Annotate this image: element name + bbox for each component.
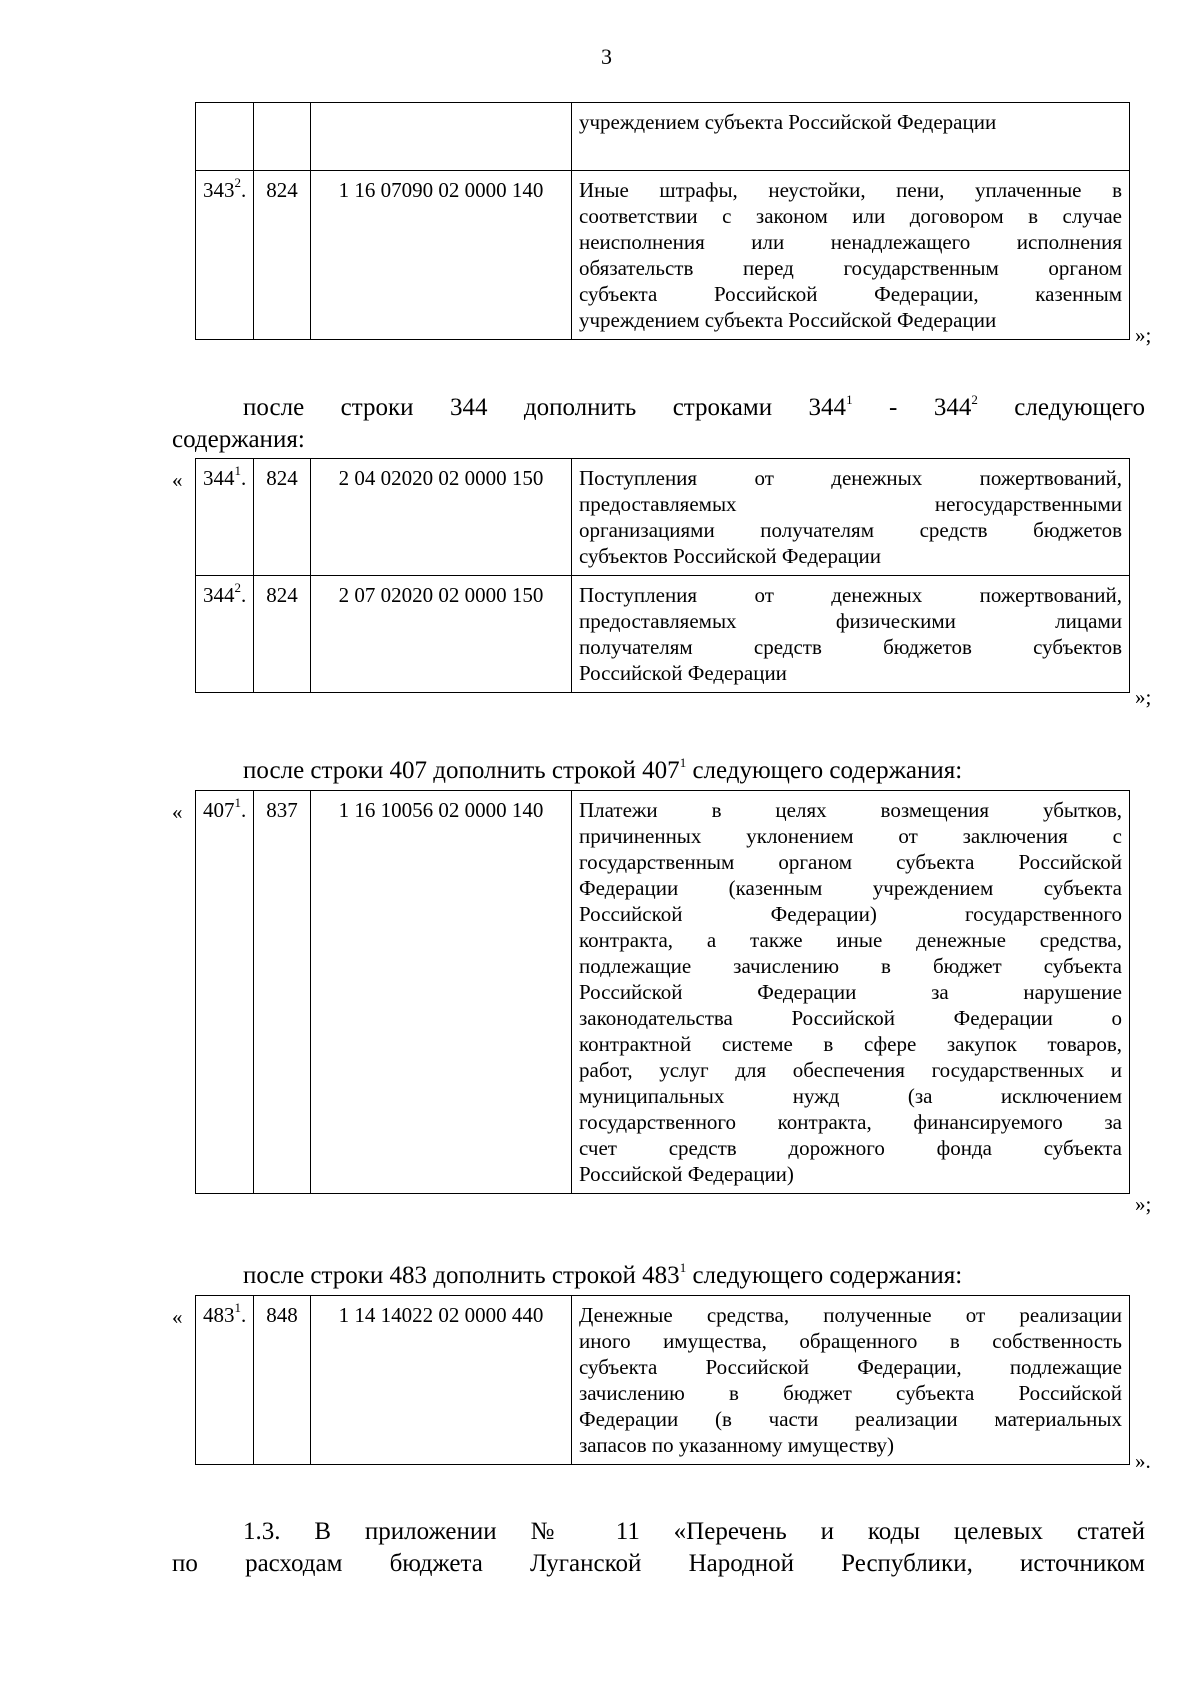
description-cell [572, 791, 1130, 1194]
admin-code-cell: 824 [254, 171, 311, 340]
table-row [196, 459, 1130, 576]
description-line: учреждением субъекта Российской Федерации [579, 110, 997, 134]
description-line: счет средств дорожного фонда субъекта [579, 1136, 1122, 1160]
table-row [196, 103, 1130, 171]
description-line: Российской Федерации) государственного [579, 902, 1122, 926]
opening-quote: « [172, 468, 183, 492]
closing-quote: »; [1135, 323, 1152, 347]
description-line: работ, услуг для обеспечения государственных и [579, 1058, 1122, 1082]
description-line: контрактной системе в сфере закупок товаров, [579, 1032, 1122, 1056]
description-cell [572, 103, 1130, 171]
description-line: Платежи в целях возмещения убытков, [579, 798, 1122, 822]
description-line: законодательства Российской Федерации о [579, 1006, 1122, 1030]
row-number-cell [196, 103, 254, 171]
description-line: Поступления от денежных пожертвований, [579, 466, 1122, 490]
description-line: Денежные средства, полученные от реализации [579, 1303, 1122, 1327]
row-number-cell: $483^1$. [196, 1296, 254, 1465]
budget-code-cell: 2 04 02020 02 0000 150 [311, 459, 572, 576]
row-number-superscript: 1 [234, 463, 241, 478]
admin-code-cell: 837 [254, 791, 311, 1194]
row-number: 343 [203, 178, 235, 202]
table-483 [195, 1295, 1130, 1465]
admin-code-cell: 848 [254, 1296, 311, 1465]
row-number: 344 [203, 583, 235, 607]
opening-quote: « [172, 800, 183, 824]
row-number-cell: $344^1$. [196, 459, 254, 576]
paragraph-line: по расходам бюджета Луганской Народной Республики, источником [172, 1550, 1145, 1577]
paragraph-line: содержания: [172, 426, 305, 453]
description-line: соответствии с законом или договором в случае [579, 204, 1122, 228]
description-line: неисполнения или ненадлежащего исполнения [579, 230, 1122, 254]
description-line: Российской Федерации за нарушение [579, 980, 1122, 1004]
paragraph-line: после строки 344 дополнить строками $344^1 - 344^2$ следующего [243, 391, 1146, 421]
closing-quote: »; [1135, 685, 1152, 709]
row-number-superscript: 1 [234, 795, 241, 810]
description-line: иного имущества, обращенного в собственность [579, 1329, 1122, 1353]
description-line: Федерации (казенным учреждением субъекта [579, 876, 1122, 900]
row-number: 344 [203, 466, 235, 490]
row-number-superscript: 2 [234, 580, 241, 595]
description-line: зачислению в бюджет субъекта Российской [579, 1381, 1122, 1405]
table-row [196, 576, 1130, 693]
closing-quote: »; [1135, 1192, 1152, 1216]
paragraph-line: 1.3. В приложении № 11 «Перечень и коды целевых статей [243, 1518, 1145, 1545]
description-line: предоставляемых физическими лицами [579, 609, 1122, 633]
description-cell [572, 171, 1130, 340]
paragraph-line: после строки 483 дополнить строкой $483^1$ следующего содержания: [243, 1259, 963, 1289]
description-line: обязательств перед государственным органом [579, 256, 1122, 280]
description-line: Федерации (в части реализации материальных [579, 1407, 1122, 1431]
row-number-superscript: 2 [234, 175, 241, 190]
description-line: организациями получателям средств бюджетов [579, 518, 1122, 542]
row-number: 407 [203, 798, 235, 822]
closing-quote: ». [1135, 1449, 1151, 1473]
budget-code-cell [311, 103, 572, 171]
description-line: подлежащие зачислению в бюджет субъекта [579, 954, 1122, 978]
description-line: контракта, а также иные денежные средства, [579, 928, 1122, 952]
paragraph-line: после строки 407 дополнить строкой $407^1$ следующего содержания: [243, 754, 963, 784]
description-line: Российской Федерации [579, 661, 787, 685]
description-line: государственного контракта, финансируемого за [579, 1110, 1122, 1134]
description-line: государственным органом субъекта Российской [579, 850, 1122, 874]
admin-code-cell: 824 [254, 576, 311, 693]
description-line: Поступления от денежных пожертвований, [579, 583, 1122, 607]
row-number-cell: $343^2$. [196, 171, 254, 340]
table-407 [195, 790, 1130, 1194]
description-line: Российской Федерации) [579, 1162, 794, 1186]
budget-code-cell: 1 16 07090 02 0000 140 [311, 171, 572, 340]
description-line: субъекта Российской Федерации, подлежащие [579, 1355, 1122, 1379]
table-row [196, 171, 1130, 340]
table-344 [195, 458, 1130, 693]
row-number-superscript: 1 [234, 1300, 241, 1315]
row-number: 483 [203, 1303, 235, 1327]
admin-code-cell: 824 [254, 459, 311, 576]
description-line: муниципальных нужд (за исключением [579, 1084, 1122, 1108]
description-line: запасов по указанному имуществу) [579, 1433, 895, 1457]
budget-code-cell: 2 07 02020 02 0000 150 [311, 576, 572, 693]
description-line: предоставляемых негосударственными [579, 492, 1122, 516]
description-cell [572, 1296, 1130, 1465]
table-top [195, 102, 1130, 340]
description-line: получателям средств бюджетов субъектов [579, 635, 1122, 659]
description-line: причиненных уклонением от заключения с [579, 824, 1122, 848]
budget-code-cell: 1 14 14022 02 0000 440 [311, 1296, 572, 1465]
description-line: субъекта Российской Федерации, казенным [579, 282, 1122, 306]
description-cell [572, 576, 1130, 693]
description-cell [572, 459, 1130, 576]
page-number: 3 [601, 44, 612, 69]
admin-code-cell [254, 103, 311, 171]
row-number-cell: $344^2$. [196, 576, 254, 693]
description-line: субъектов Российской Федерации [579, 544, 882, 568]
description-line: Иные штрафы, неустойки, пени, уплаченные в [579, 178, 1122, 202]
budget-code-cell: 1 16 10056 02 0000 140 [311, 791, 572, 1194]
opening-quote: « [172, 1305, 183, 1329]
table-row [196, 791, 1130, 1194]
description-line: учреждением субъекта Российской Федерации [579, 308, 997, 332]
row-number-cell: $407^1$. [196, 791, 254, 1194]
table-row [196, 1296, 1130, 1465]
